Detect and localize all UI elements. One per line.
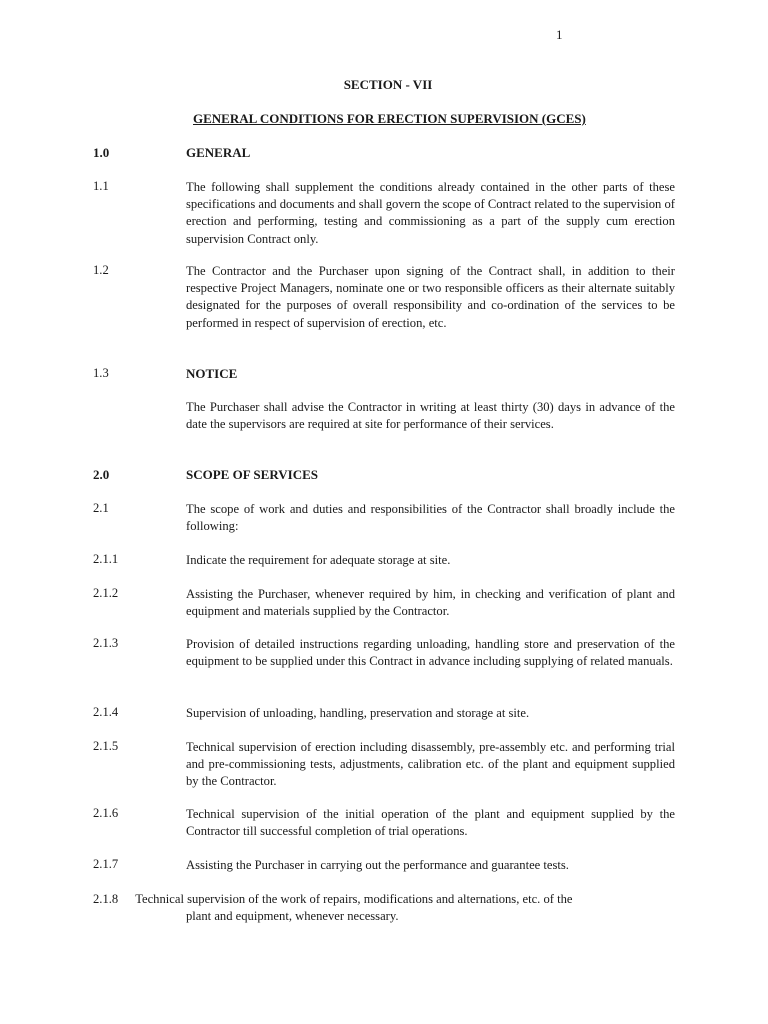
clause-text: Provision of detailed instructions regarding unloading, handling store and preservation of the equipment to be supplied under this Contract in advance including supplying of related manuals. — [186, 637, 675, 669]
clause-2-1 — [93, 501, 675, 535]
clause-1-2 — [93, 263, 675, 332]
clause-2-1-5 — [93, 739, 675, 791]
section-heading: SCOPE OF SERVICES — [186, 467, 318, 482]
clause-first-line — [93, 891, 675, 908]
clause-text: Assisting the Purchaser in carrying out the performance and guarantee tests. — [186, 858, 569, 872]
clause-number: 2.1.8 — [93, 892, 119, 906]
clause-number: 2.1.2 — [93, 586, 119, 600]
clause-2-1-7 — [93, 857, 675, 874]
clause-number: 2.1.7 — [93, 857, 119, 871]
clause-text: Assisting the Purchaser, whenever required by him, in checking and verification of plant and equipment and materials supplied by the Contractor. — [186, 587, 675, 619]
clause-2-1-8 — [93, 891, 675, 925]
clause-1-1 — [93, 179, 675, 248]
clause-number: 1.2 — [93, 263, 109, 277]
clause-number: 2.1.5 — [93, 739, 119, 753]
clause-2-1-1 — [93, 552, 675, 569]
clause-number: 1.1 — [93, 179, 109, 193]
clause-text: The Purchaser shall advise the Contractor in writing at least thirty (30) days in advance of the date the supervisors are required at site for performance of their services. — [186, 400, 675, 432]
section-title: SECTION - VII — [343, 77, 433, 92]
clause-2-1-2 — [93, 586, 675, 620]
section-number: 2.0 — [93, 467, 110, 482]
clause-text: Technical supervision of the initial operation of the plant and equipment supplied by the Contractor till successful completion of trial operations. — [186, 807, 675, 839]
clause-text: The scope of work and duties and responsibilities of the Contractor shall broadly include the following: — [186, 502, 675, 534]
clause-number: 2.1 — [93, 501, 109, 515]
clause-number: 1.3 — [93, 366, 109, 380]
clause-number: 2.1.1 — [93, 552, 119, 566]
clause-1-3-text — [93, 399, 675, 433]
clause-text: Technical supervision of erection including disassembly, pre-assembly etc. and performing trial and pre-commissioning tests, adjustments, calibration etc. of the plant and equipment supplied by the Contractor. — [186, 740, 675, 789]
clause-2-1-3 — [93, 636, 675, 670]
section-heading: GENERAL — [186, 145, 251, 160]
clause-2-1-6 — [93, 806, 675, 840]
page-number: 1 — [556, 27, 563, 42]
clause-text: Indicate the requirement for adequate storage at site. — [186, 553, 451, 567]
document-title: GENERAL CONDITIONS FOR ERECTION SUPERVISION (GCES) — [193, 111, 586, 126]
clause-2-1-4 — [93, 705, 675, 722]
clause-number: 2.1.4 — [93, 705, 119, 719]
clause-text: The Contractor and the Purchaser upon signing of the Contract shall, in addition to their respective Project Managers, nominate one or two responsible officers as their alternate suitably designated for the purposes of overall responsibility and co-ordination of the services to be performed in respect of supervision of erection, etc. — [186, 264, 675, 330]
clause-text: Supervision of unloading, handling, preservation and storage at site. — [186, 706, 530, 720]
clause-number: 2.1.3 — [93, 636, 119, 650]
clause-text: The following shall supplement the conditions already contained in the other parts of these specifications and documents and shall govern the scope of Contract related to the supervision of erection and performing, testing and commissioning as a part of the supply cum erection supervision Contract only. — [186, 180, 675, 246]
section-number: 1.0 — [93, 145, 110, 160]
clause-text-rest: plant and equipment, whenever necessary. — [186, 909, 399, 924]
clause-text-first: Technical supervision of the work of repairs, modifications and alternations, etc. of the — [135, 892, 573, 906]
section-heading: NOTICE — [186, 366, 238, 381]
clause-number: 2.1.6 — [93, 806, 119, 820]
